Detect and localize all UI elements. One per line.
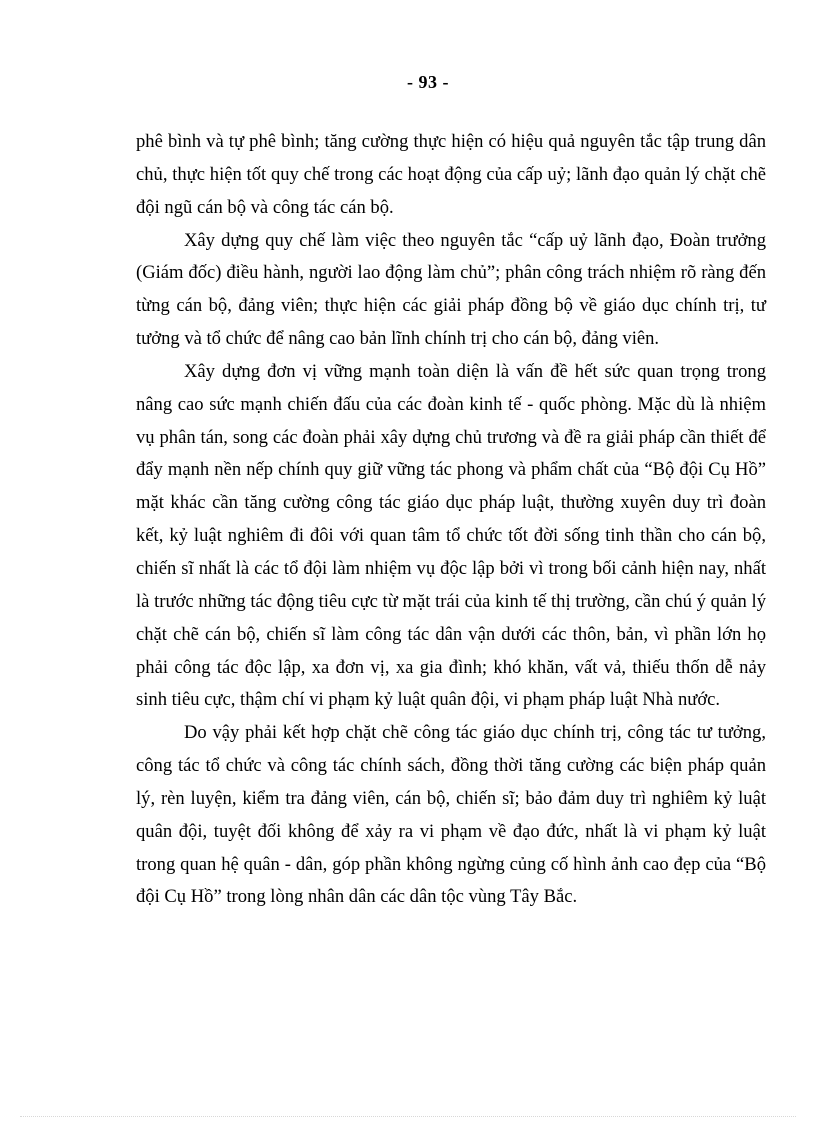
page-number: - 93 - [407, 72, 449, 92]
paragraph-comprehensive-unit: Xây dựng đơn vị vững mạnh toàn diện là vấn đề hết sức quan trọng trong nâng cao sức mạnh chiến đấu của các đoàn kinh tế - quốc phòng. Mặc dù là nhiệm vụ phân tán, song các đoàn phải xây dựng chủ trương và đề ra giải pháp cần thiết để đẩy mạnh nền nếp chính quy giữ vững tác phong và phẩm chất của “Bộ đội Cụ Hồ” mặt khác cần tăng cường công tác giáo dục pháp luật, thường xuyên duy trì đoàn kết, kỷ luật nghiêm đi đôi với quan tâm tổ chức tốt đời sống tinh thần cho cán bộ, chiến sĩ nhất là các tổ đội làm nhiệm vụ độc lập bởi vì trong bối cảnh hiện nay, nhất là trước những tác động tiêu cực từ mặt trái của kinh tế thị trường, cần chú ý quản lý chặt chẽ cán bộ, chiến sĩ làm công tác dân vận dưới các thôn, bản, vì phần lớn họ phải công tác độc lập, xa đơn vị, xa gia đình; khó khăn, vất vả, thiếu thốn dễ nảy sinh tiêu cực, thậm chí vi phạm kỷ luật quân đội, vi phạm pháp luật Nhà nước. [136, 360, 766, 711]
page-bottom-divider [20, 1116, 796, 1117]
paragraph-conclusion: Do vậy phải kết hợp chặt chẽ công tác giáo dục chính trị, công tác tư tưởng, công tác tổ chức và công tác chính sách, đồng thời tăng cường các biện pháp quản lý, rèn luyện, kiểm tra đảng viên, cán bộ, chiến sĩ; bảo đảm duy trì nghiêm kỷ luật quân đội, tuyệt đối không để xảy ra vi phạm về đạo đức, nhất là vi phạm kỷ luật trong quan hệ quân - dân, góp phần không ngừng củng cố hình ảnh cao đẹp của “Bộ đội Cụ Hồ” trong lòng nhân dân các dân tộc vùng Tây Bắc. [136, 722, 766, 908]
body-text [136, 126, 766, 914]
paragraph-continuation: phê bình và tự phê bình; tăng cường thực hiện có hiệu quả nguyên tắc tập trung dân chủ, thực hiện tốt quy chế trong các hoạt động của cấp uỷ; lãnh đạo quản lý chặt chẽ đội ngũ cán bộ và công tác cán bộ. [136, 131, 766, 218]
paragraph-work-regulations: Xây dựng quy chế làm việc theo nguyên tắc “cấp uỷ lãnh đạo, Đoàn trưởng (Giám đốc) điều hành, người lao động làm chủ”; phân công trách nhiệm rõ ràng đến từng cán bộ, đảng viên; thực hiện các giải pháp đồng bộ về giáo dục chính trị, tư tưởng và tổ chức để nâng cao bản lĩnh chính trị cho cán bộ, đảng viên. [136, 229, 766, 350]
